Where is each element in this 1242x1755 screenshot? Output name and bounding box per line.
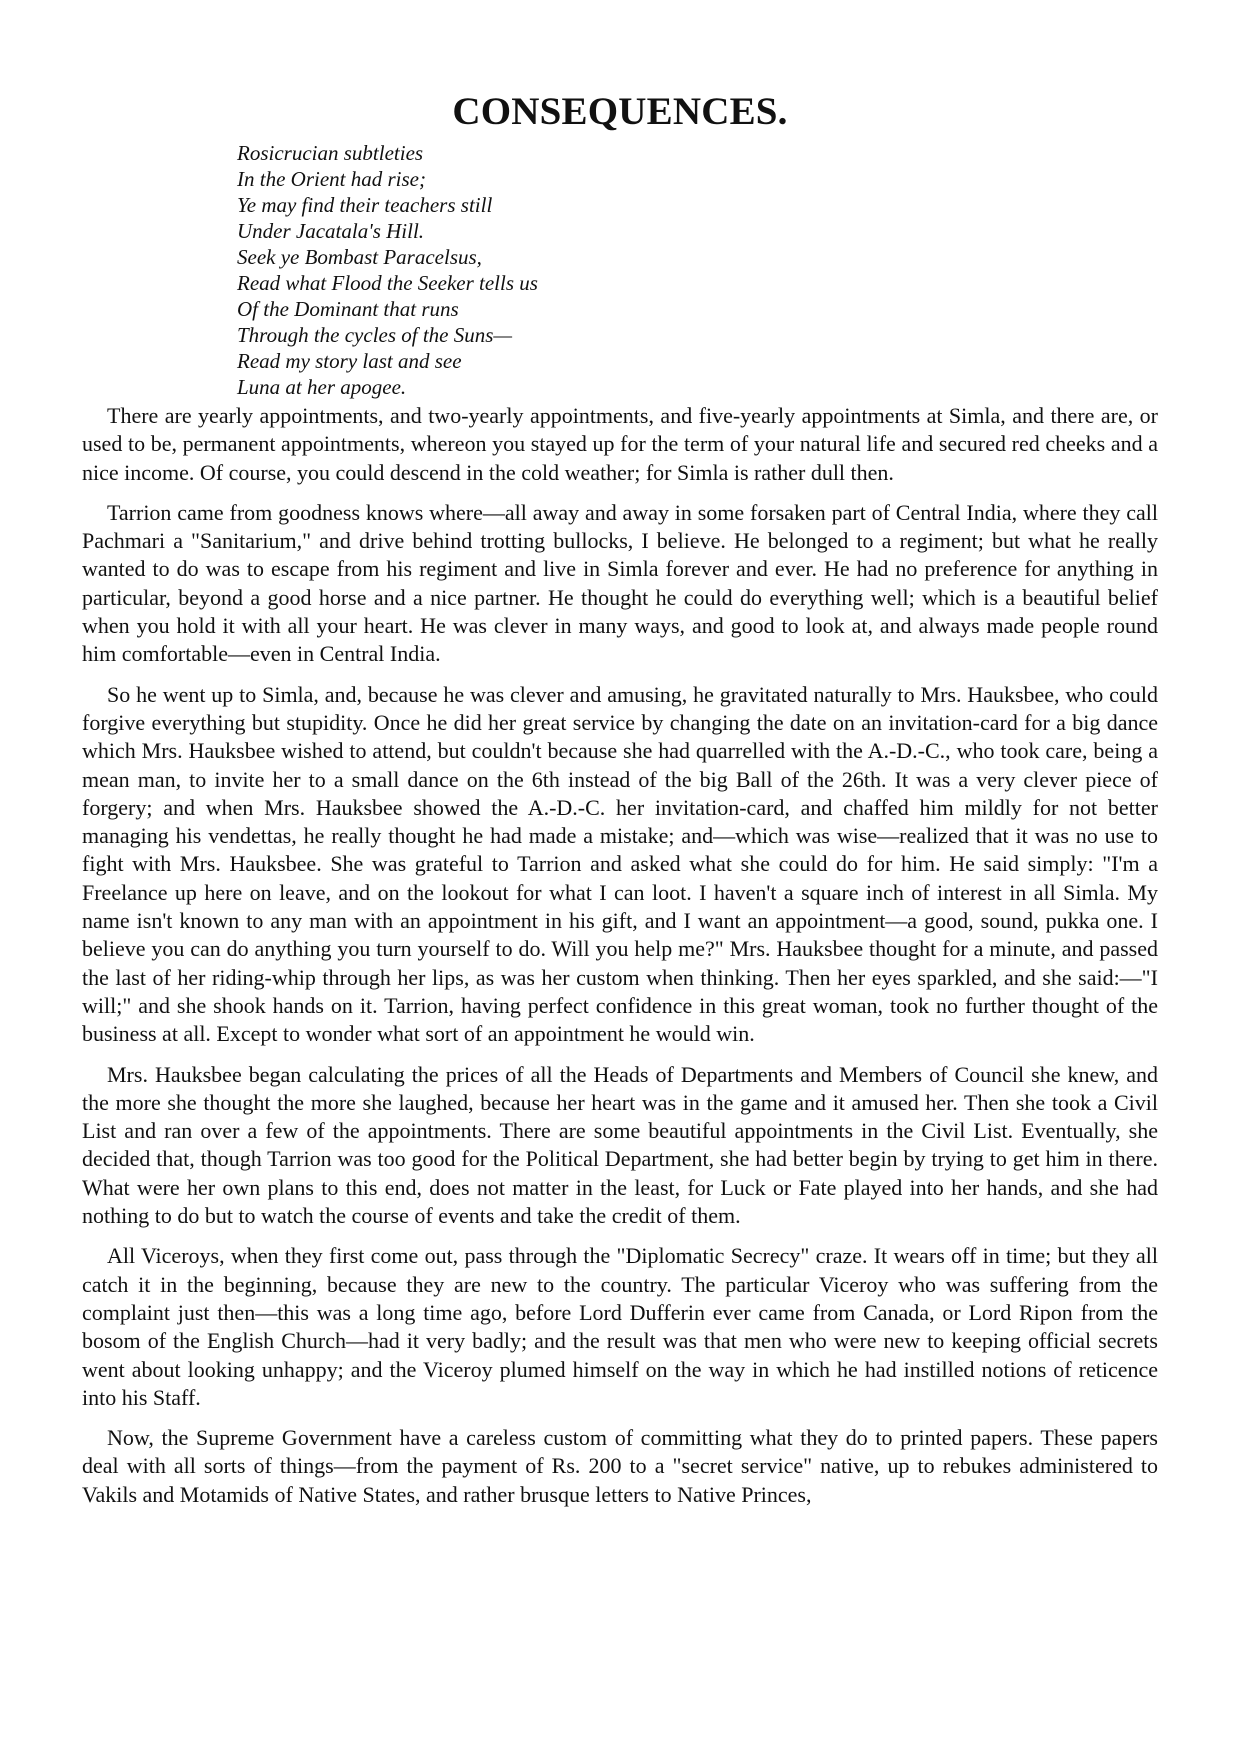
epigraph-line: Under Jacatala's Hill. xyxy=(237,219,425,243)
epigraph-line: Seek ye Bombast Paracelsus, xyxy=(237,245,482,269)
epigraph-line: Read what Flood the Seeker tells us xyxy=(237,271,538,295)
paragraph: Mrs. Hauksbee began calculating the prices of all the Heads of Departments and Members of Council she knew, and the more she thought the more she laughed, because her heart was in the game and it amused her. Then she took a Civil List and ran over a few of the appointments. There are some beautiful appointments in the Civil List. Eventually, she decided that, though Tarrion was too good for the Political Department, she had better begin by trying to get him in there. What were her own plans to this end, does not matter in the least, for Luck or Fate played into her hands, and she had nothing to do but to watch the course of events and take the credit of them. xyxy=(82,1061,1158,1229)
epigraph-line: Of the Dominant that runs xyxy=(237,297,459,321)
epigraph xyxy=(237,140,1158,400)
epigraph-line: Through the cycles of the Suns— xyxy=(237,323,513,347)
epigraph-line: Rosicrucian subtleties xyxy=(237,141,424,165)
epigraph-line: Read my story last and see xyxy=(237,349,462,373)
epigraph-line: Ye may find their teachers still xyxy=(237,193,493,217)
chapter-title: CONSEQUENCES. xyxy=(452,90,788,133)
paragraph: So he went up to Simla, and, because he was clever and amusing, he gravitated naturally to Mrs. Hauksbee, who could forgive everything but stupidity. Once he did her great service by changing the date on an invitation-card for a big dance which Mrs. Hauksbee wished to attend, but couldn't because she had quarrelled with the A.-D.-C., who took care, being a mean man, to invite her to a small dance on the 6th instead of the big Ball of the 26th. It was a very clever piece of forgery; and when Mrs. Hauksbee showed the A.-D.-C. her invitation-card, and chaffed him mildly for not better managing his vendettas, he really thought he had made a mistake; and—which was wise—realized that it was no use to fight with Mrs. Hauksbee. She was grateful to Tarrion and asked what she could do for him. He said simply: "I'm a Freelance up here on leave, and on the lookout for what I can loot. I haven't a square inch of interest in all Simla. My name isn't known to any man with an appointment in his gift, and I want an appointment—a good, sound, pukka one. I believe you can do anything you turn yourself to do. Will you help me?" Mrs. Hauksbee thought for a minute, and passed the last of her riding-whip through her lips, as was her custom when thinking. Then her eyes sparkled, and she said:—"I will;" and she shook hands on it. Tarrion, having perfect confidence in this great woman, took no further thought of the business at all. Except to wonder what sort of an appointment he would win. xyxy=(82,681,1158,1047)
paragraph: All Viceroys, when they first come out, pass through the "Diplomatic Secrecy" craze. It wears off in time; but they all catch it in the beginning, because they are new to the country. The particular Viceroy who was suffering from the complaint just then—this was a long time ago, before Lord Dufferin ever came from Canada, or Lord Ripon from the bosom of the English Church—had it very badly; and the result was that men who were new to keeping official secrets went about looking unhappy; and the Viceroy plumed himself on the way in which he had instilled notions of reticence into his Staff. xyxy=(82,1243,1158,1410)
paragraph: There are yearly appointments, and two-yearly appointments, and five-yearly appointments at Simla, and there are, or used to be, permanent appointments, whereon you stayed up for the term of your natural life and secured red cheeks and a nice income. Of course, you could descend in the cold weather; for Simla is rather dull then. xyxy=(82,403,1158,485)
paragraph: Tarrion came from goodness knows where—all away and away in some forsaken part of Central India, where they call Pachmari a "Sanitarium," and drive behind trotting bullocks, I believe. He belonged to a regiment; but what he really wanted to do was to escape from his regiment and live in Simla forever and ever. He had no preference for anything in particular, beyond a good horse and a nice partner. He thought he could do everything well; which is a beautiful belief when you hold it with all your heart. He was clever in many ways, and good to look at, and always made people round him comfortable—even in Central India. xyxy=(82,499,1158,667)
paragraph: Now, the Supreme Government have a careless custom of committing what they do to printed papers. These papers deal with all sorts of things—from the payment of Rs. 200 to a "secret service" native, up to rebukes administered to Vakils and Motamids of Native States, and rather brusque letters to Native Princes, xyxy=(82,1425,1158,1507)
epigraph-line: Luna at her apogee. xyxy=(237,375,407,399)
page xyxy=(82,88,1158,1521)
epigraph-line: In the Orient had rise; xyxy=(237,167,426,191)
body-text xyxy=(82,402,1158,1509)
